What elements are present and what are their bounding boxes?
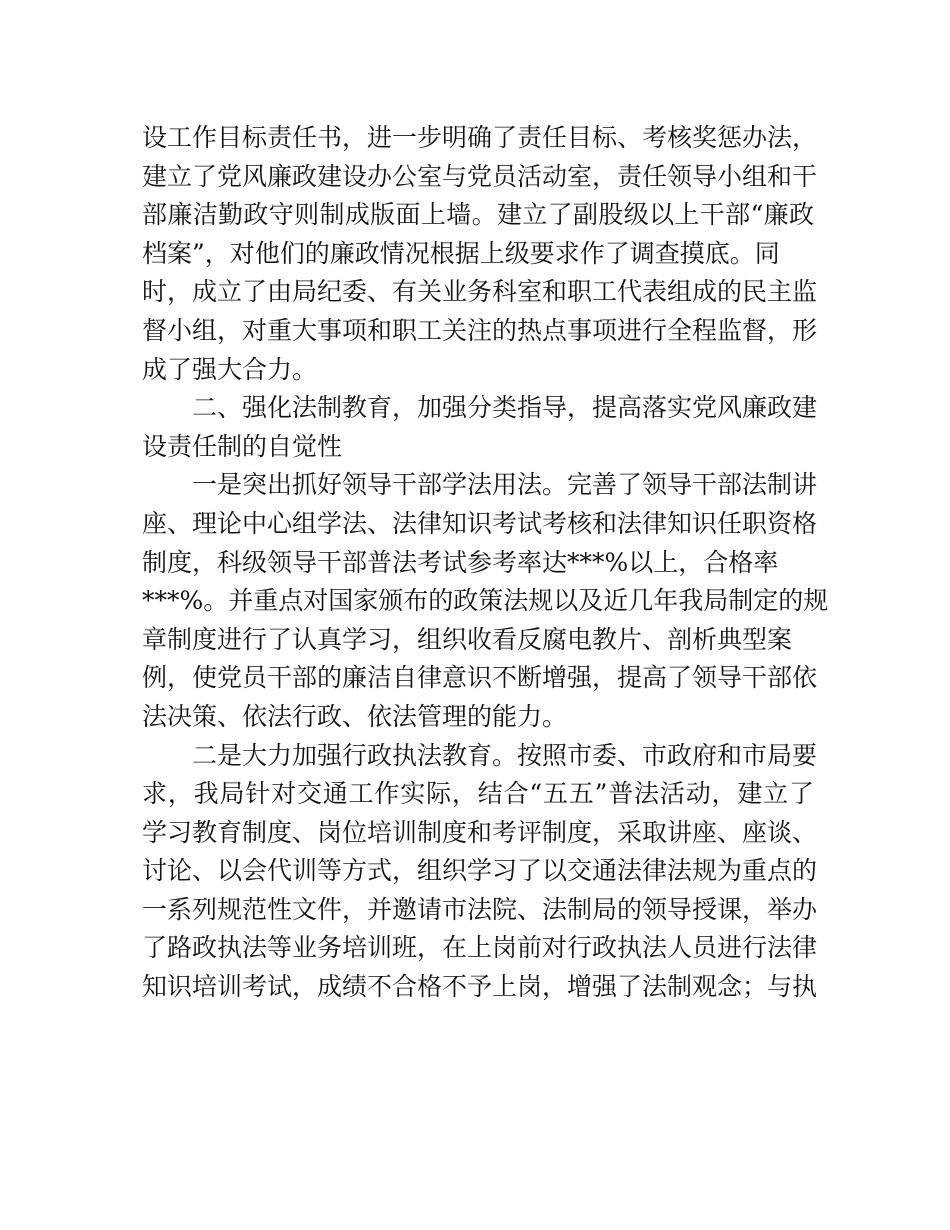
paragraph-first-line: 一是突出抓好领导干部学法用法。完善了领导干部法制讲	[192, 470, 818, 500]
text-line: 了路政执法等业务培训班，在上岗前对行政执法人员进行法律	[142, 933, 818, 963]
section-heading-line: 二、强化法制教育，加强分类指导，提高落实党风廉政建	[192, 393, 818, 423]
text-line: 知识培训考试，成绩不合格不予上岗，增强了法制观念；与执	[142, 972, 818, 1002]
text-line: 时，成立了由局纪委、有关业务科室和职工代表组成的民主监	[142, 277, 818, 307]
text-line: 法决策、依法行政、依法管理的能力。	[142, 701, 568, 731]
text-line: 讨论、以会代训等方式，组织学习了以交通法律法规为重点的	[142, 856, 818, 886]
text-line: ***%。并重点对国家颁布的政策法规以及近几年我局制定的规	[142, 586, 829, 616]
body-text	[142, 119, 829, 1007]
text-line: 建立了党风廉政建设办公室与党员活动室，责任领导小组和干	[142, 161, 818, 191]
text-line: 章制度进行了认真学习，组织收看反腐电教片、剖析典型案	[142, 624, 793, 654]
text-line: 例，使党员干部的廉洁自律意识不断增强，提高了领导干部依	[142, 663, 818, 693]
text-line: 督小组，对重大事项和职工关注的热点事项进行全程监督，形	[142, 315, 818, 345]
text-line: 部廉洁勤政守则制成版面上墙。建立了副股级以上干部“廉政	[142, 200, 814, 230]
text-line: 档案”，对他们的廉政情况根据上级要求作了调查摸底。同	[142, 238, 780, 268]
text-line: 设工作目标责任书，进一步明确了责任目标、考核奖惩办法，	[142, 123, 818, 152]
text-line: 座、理论中心组学法、法律知识考试考核和法律知识任职资格	[142, 508, 818, 538]
text-line: 制度，科级领导干部普法考试参考率达***%以上，合格率	[142, 547, 779, 577]
text-line: 求，我局针对交通工作实际，结合“五五”普法活动，建立了	[142, 779, 814, 809]
section-heading-line: 设责任制的自觉性	[142, 431, 343, 461]
paragraph-first-line: 二是大力加强行政执法教育。按照市委、市政府和市局要	[192, 740, 818, 770]
text-line: 成了强大合力。	[142, 354, 318, 384]
text-line: 一系列规范性文件，并邀请市法院、法制局的领导授课，举办	[142, 894, 818, 924]
text-line: 学习教育制度、岗位培训制度和考评制度，采取讲座、座谈、	[142, 817, 818, 847]
